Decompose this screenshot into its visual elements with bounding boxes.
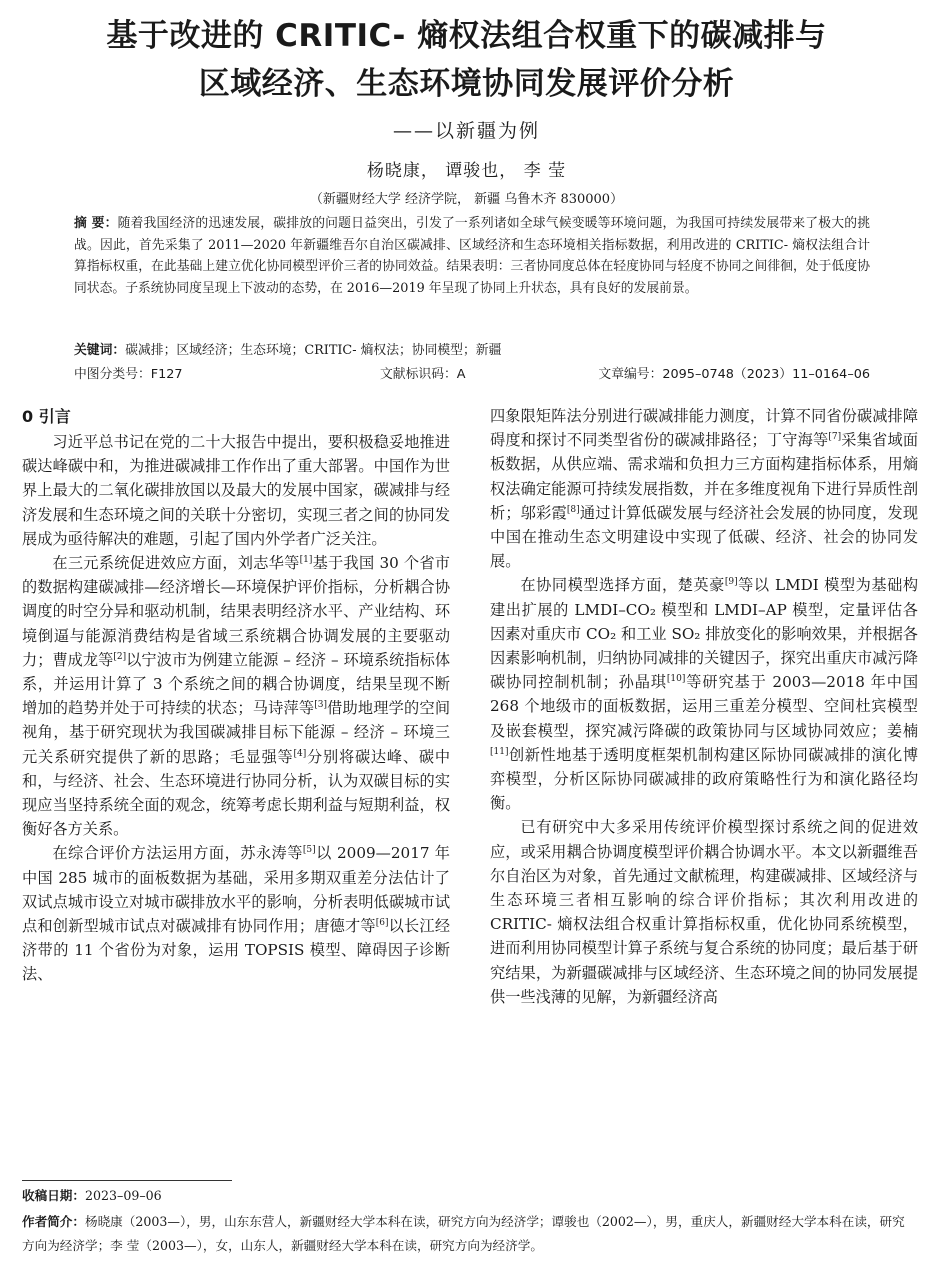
text: 习近平总书记在党的二十大报告中提出，要积极稳妥地推进碳达峰碳中和，为推进碳减排工作作出了重大部署。中国作为世界上最大的二氧化碳排放国以及最大的发展中国家，碳减排与经济发展和生态环境之间的关联十分密切，实现三者之间的协同发展成为亟待解决的难题，引起了国内外学者广泛关注。 bbox=[22, 433, 450, 548]
document-code: 文献标识码：A bbox=[380, 367, 466, 382]
citation: [4] bbox=[293, 748, 307, 759]
title-line-1: 基于改进的 CRITIC- 熵权法组合权重下的碳减排与 bbox=[106, 18, 827, 54]
text: 在综合评价方法运用方面，苏永涛等 bbox=[52, 844, 303, 863]
citation: [6] bbox=[375, 918, 389, 929]
text: 已有研究中大多采用传统评价模型探讨系统之间的促进效应，或采用耦合协调度模型评价耦合协调水平。本文以新疆维吾尔自治区为对象，首先通过文献梳理，构建碳减排、区域经济与生态环境三者相互影响的综合评价指标；其次利用改进的 CRITIC- 熵权法组合权重计算指标权重，优化协同系统模型，进而利用协同模型计算子系统与复合系统的协同度；最后基于研究结果，为新疆碳减排与区域经济、生态环境之间的协同发展提供一些浅薄的见解，为新疆经济高 bbox=[490, 818, 918, 1006]
author-label: 作者简介： bbox=[22, 1214, 85, 1229]
citation: [11] bbox=[490, 746, 509, 757]
text: 等以 LMDI 模型为基础构建出扩展的 LMDI–CO₂ 模型和 LMDI–AP 模型，定量评估各因素对重庆市 CO₂ 和工业 SO₂ 排放变化的影响效果，并根据各因素影响机制，归纳协同减排的关键因子，探究出重庆市减污降碳协同控制机制；孙晶琪 bbox=[490, 576, 919, 692]
subtitle: ——以新疆为例 bbox=[392, 120, 540, 142]
text: 通过计算低碳发展与经济社会发展的协同度，发现中国在推动生态文明建设中实现了低碳、经济、社会的协同发展。 bbox=[490, 503, 919, 571]
paragraph bbox=[22, 551, 450, 841]
text: 基于我国 30 个省市的数据构建碳减排—经济增长—环境保护评价指标，分析耦合协调度的时空分异和驱动机制，结果表明经济水平、产业结构、环境倒逼与能源消费结构是省域三系统耦合协调发展的主要驱动力；曹成龙等 bbox=[22, 554, 450, 669]
abstract-text: 随着我国经济的迅速发展，碳排放的问题日益突出，引发了一系列诸如全球气候变暖等环境问题，为我国可持续发展带来了极大的挑战。因此，首先采集了 2011—2020 年新疆维吾尔自治区碳减排、区域经济和生态环境相关指标数据，利用改进的 CRITIC- 熵权法组合计算指标权重，在此基础上建立优化协同模型评价三者的协同效益。结果表明：三者协同度总体在轻度协同与轻度不协同之间徘徊，处于低度协同状态。子系统协同度呈现上下波动的态势，在 2016—2019 年呈现了协同上升状态，具有良好的发展前景。 bbox=[74, 216, 870, 296]
text: 创新性地基于透明度框架机制构建区际协同碳减排的演化博弈模型，分析区际协同碳减排的政府策略性行为和演化路径均衡。 bbox=[490, 745, 918, 813]
keywords bbox=[74, 339, 501, 358]
received-value: 2023–09–06 bbox=[84, 1188, 162, 1203]
paragraph bbox=[490, 815, 918, 1009]
paragraph bbox=[22, 841, 450, 986]
citation: [1] bbox=[299, 555, 313, 566]
received-date bbox=[22, 1184, 912, 1208]
received-label: 收稿日期： bbox=[22, 1188, 85, 1203]
article-number: 文章编号：2095–0748（2023）11–0164–06 bbox=[598, 367, 870, 382]
paragraph bbox=[490, 404, 918, 573]
citation: [8] bbox=[566, 504, 580, 515]
citation: [7] bbox=[828, 432, 842, 443]
paragraph bbox=[490, 573, 918, 815]
affiliation: （新疆财经大学 经济学院， 新疆 乌鲁木齐 830000） bbox=[309, 192, 624, 207]
text: 四象限矩阵法分别进行碳减排能力测度，计算不同省份碳减排障碍度和探讨不同类型省份的碳减排路径；丁守海等 bbox=[490, 407, 918, 450]
text: 借助地理学的空间视角，基于研究现状为我国碳减排目标下能源 – 经济 – 环境三元关系研究提供了新的思路；毛显强等 bbox=[22, 699, 451, 766]
citation: [5] bbox=[302, 845, 316, 856]
keywords-label: 关键词： bbox=[74, 343, 126, 358]
authors: 杨晓康， 谭骏也， 李 莹 bbox=[366, 161, 567, 181]
citation: [3] bbox=[314, 700, 327, 711]
citation: [9] bbox=[724, 577, 738, 588]
left-column bbox=[22, 404, 450, 987]
author-bio bbox=[22, 1210, 912, 1258]
abstract bbox=[74, 213, 870, 299]
abstract-label: 摘 要： bbox=[74, 216, 118, 231]
text: 以长江经济带的 11 个省份为对象，运用 TOPSIS 模型、障碍因子诊断法、 bbox=[22, 917, 451, 984]
text: 分别将碳达峰、碳中和，与经济、社会、生态环境进行协同分析，认为双碳目标的实现应当坚持系统全面的观念，统筹考虑长期利益与短期利益，权衡好各方关系。 bbox=[22, 747, 451, 839]
text: 以宁波市为例建立能源 – 经济 – 环境系统指标体系，并运用计算了 3 个系统之间的耦合协调度，结果呈现不断增加的趋势并处于可持续的状态；马诗萍等 bbox=[22, 650, 451, 718]
keywords-text: 碳减排；区域经济；生态环境；CRITIC- 熵权法；协同模型；新疆 bbox=[125, 343, 502, 358]
text: 等研究基于 2003—2018 年中国 268 个地级市的面板数据，运用三重差分模型、空间杜宾模型及嵌套模型，探究减污降碳的政策协同与区域协同效应；姜楠 bbox=[490, 673, 919, 740]
footnote-rule bbox=[22, 1180, 232, 1181]
section-heading: 0 引言 bbox=[22, 407, 71, 426]
author-text: 杨晓康（2003—），男，山东东营人，新疆财经大学本科在读，研究方向为经济学；谭骏也（2002—），男，重庆人，新疆财经大学本科在读，研究方向为经济学；李 莹（2003—），女，山东人，新疆财经大学本科在读，研究方向为经济学。 bbox=[22, 1214, 905, 1253]
right-column bbox=[490, 404, 918, 1009]
clc-number: 中图分类号：F127 bbox=[74, 367, 183, 382]
text: 以 2009—2017 年中国 285 城市的面板数据为基础，采用多期双重差分法估计了双试点城市设立对城市碳排放水平的影响，分析表明低碳城市试点和创新型城市试点对碳减排有协同作用；唐德才等 bbox=[22, 844, 450, 936]
citation: [10] bbox=[666, 674, 686, 685]
paragraph bbox=[22, 430, 450, 551]
text: 在三元系统促进效应方面，刘志华等 bbox=[52, 554, 300, 573]
text: 采集省域面板数据，从供应端、需求端和负担力三方面构建指标体系，用熵权法确定能源可持续发展指数，并在多维度视角下进行异质性剖析；邬彩霞 bbox=[490, 431, 919, 522]
text: 在协同模型选择方面，楚英豪 bbox=[520, 576, 725, 595]
title-line-2: 区域经济、生态环境协同发展评价分析 bbox=[198, 66, 735, 102]
citation: [2] bbox=[113, 651, 127, 662]
